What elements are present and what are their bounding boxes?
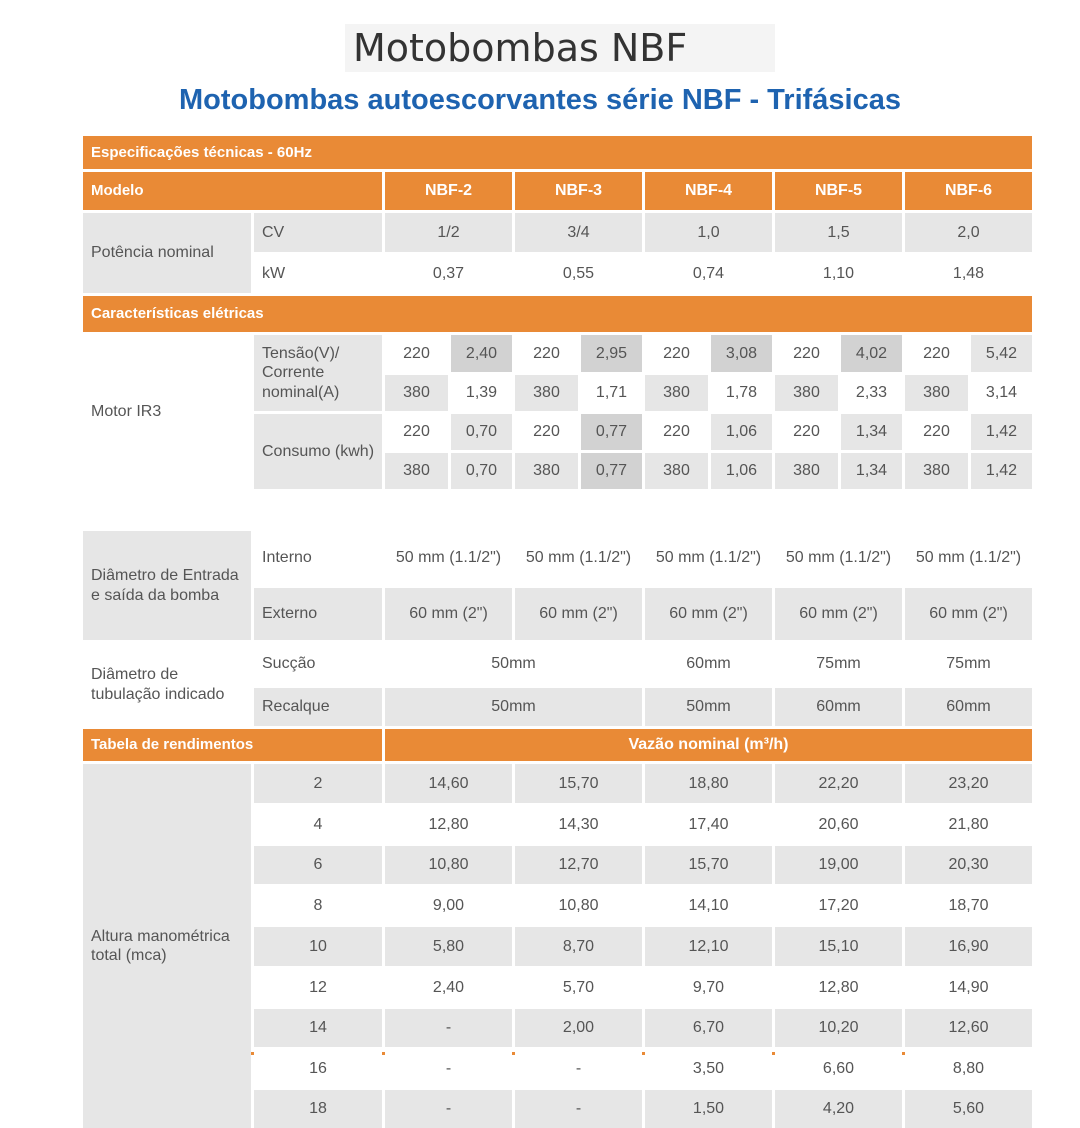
model-header-cell: NBF-3 xyxy=(515,172,642,210)
cv-label: CV xyxy=(254,213,382,252)
consumption-cell: 0,77 xyxy=(581,453,642,489)
internal-label: Interno xyxy=(254,531,382,585)
internal-diameter-cell: 50 mm (1.1/2") xyxy=(645,531,772,585)
section-electrical: Características elétricas xyxy=(83,296,1032,332)
consumption-cell: 1,34 xyxy=(841,453,902,489)
voltage-cell: 220 xyxy=(775,335,838,372)
height-cell: 4 xyxy=(254,806,382,843)
section-flow: Vazão nominal (m³/h) xyxy=(385,729,1032,761)
consumption-cell: 1,42 xyxy=(971,453,1032,489)
flow-cell: - xyxy=(385,1050,512,1087)
power-kw-cell: 1,10 xyxy=(775,255,902,293)
section-specs: Especificações técnicas - 60Hz xyxy=(83,136,1032,169)
power-cv-cell: 1/2 xyxy=(385,213,512,252)
flow-cell: 23,20 xyxy=(905,764,1032,803)
external-diameter-cell: 60 mm (2") xyxy=(905,588,1032,640)
flow-cell: 18,80 xyxy=(645,764,772,803)
power-cv-cell: 2,0 xyxy=(905,213,1032,252)
flow-cell: 8,80 xyxy=(905,1050,1032,1087)
flow-cell: - xyxy=(515,1090,642,1128)
height-cell: 10 xyxy=(254,927,382,966)
flow-cell: 2,40 xyxy=(385,969,512,1006)
flow-cell: 12,80 xyxy=(385,806,512,843)
flow-cell: 12,10 xyxy=(645,927,772,966)
height-cell: 2 xyxy=(254,764,382,803)
flow-cell: 5,80 xyxy=(385,927,512,966)
flow-cell: 20,60 xyxy=(775,806,902,843)
model-header-cell: NBF-2 xyxy=(385,172,512,210)
voltage-cell: 220 xyxy=(775,414,838,450)
consumption-cell: 0,70 xyxy=(451,453,512,489)
consumption-cell: 0,77 xyxy=(581,414,642,450)
power-cv-cell: 1,0 xyxy=(645,213,772,252)
flow-cell: 10,80 xyxy=(515,887,642,924)
height-cell: 12 xyxy=(254,969,382,1006)
voltage-cell: 380 xyxy=(775,375,838,411)
flow-cell: 14,90 xyxy=(905,969,1032,1006)
current-cell: 1,71 xyxy=(581,375,642,411)
external-diameter-cell: 60 mm (2") xyxy=(385,588,512,640)
voltage-cell: 380 xyxy=(645,453,708,489)
voltage-cell: 220 xyxy=(385,414,448,450)
flow-cell: 1,50 xyxy=(645,1090,772,1128)
consumption-cell: 1,06 xyxy=(711,414,772,450)
model-header: Modelo xyxy=(83,172,382,210)
internal-diameter-cell: 50 mm (1.1/2") xyxy=(775,531,902,585)
power-cv-cell: 3/4 xyxy=(515,213,642,252)
flow-cell: 12,60 xyxy=(905,1009,1032,1047)
voltage-cell: 220 xyxy=(515,335,578,372)
model-header-cell: NBF-5 xyxy=(775,172,902,210)
flow-cell: - xyxy=(385,1009,512,1047)
consumption-cell: 0,70 xyxy=(451,414,512,450)
suction-label: Sucção xyxy=(254,643,382,685)
flow-cell: 6,60 xyxy=(775,1050,902,1087)
flow-cell: 18,70 xyxy=(905,887,1032,924)
flow-cell: 3,50 xyxy=(645,1050,772,1087)
power-kw-cell: 1,48 xyxy=(905,255,1032,293)
suction-cell: 60mm xyxy=(645,643,772,685)
motor-label: Motor IR3 xyxy=(83,335,251,489)
suction-cell: 75mm xyxy=(905,643,1032,685)
model-header-cell: NBF-6 xyxy=(905,172,1032,210)
voltage-cell: 380 xyxy=(775,453,838,489)
flow-cell: 15,70 xyxy=(645,846,772,884)
flow-cell: 14,10 xyxy=(645,887,772,924)
voltage-cell: 220 xyxy=(645,335,708,372)
consumption-cell: 1,34 xyxy=(841,414,902,450)
current-cell: 3,08 xyxy=(711,335,772,372)
voltage-cell: 380 xyxy=(385,375,448,411)
current-cell: 1,78 xyxy=(711,375,772,411)
flow-cell: 12,70 xyxy=(515,846,642,884)
power-kw-cell: 0,37 xyxy=(385,255,512,293)
flow-cell: 14,60 xyxy=(385,764,512,803)
current-cell: 2,95 xyxy=(581,335,642,372)
flow-cell: 14,30 xyxy=(515,806,642,843)
suction-cell: 50mm xyxy=(385,643,642,685)
flow-cell: - xyxy=(385,1090,512,1128)
voltage-cell: 380 xyxy=(515,375,578,411)
current-cell: 1,39 xyxy=(451,375,512,411)
flow-cell: 20,30 xyxy=(905,846,1032,884)
diameter-label: Diâmetro de Entrada e saída da bomba xyxy=(83,531,251,640)
flow-cell: 10,20 xyxy=(775,1009,902,1047)
external-diameter-cell: 60 mm (2") xyxy=(515,588,642,640)
document-title: Motobombas NBF xyxy=(345,24,775,72)
discharge-label: Recalque xyxy=(254,688,382,726)
internal-diameter-cell: 50 mm (1.1/2") xyxy=(515,531,642,585)
voltage-cell: 380 xyxy=(905,453,968,489)
flow-cell: 5,70 xyxy=(515,969,642,1006)
voltage-cell: 220 xyxy=(645,414,708,450)
voltage-cell: 220 xyxy=(905,335,968,372)
flow-cell: 2,00 xyxy=(515,1009,642,1047)
current-cell: 3,14 xyxy=(971,375,1032,411)
voltage-cell: 380 xyxy=(385,453,448,489)
power-kw-cell: 0,74 xyxy=(645,255,772,293)
power-cv-cell: 1,5 xyxy=(775,213,902,252)
external-diameter-cell: 60 mm (2") xyxy=(645,588,772,640)
flow-cell: 22,20 xyxy=(775,764,902,803)
flow-cell: 12,80 xyxy=(775,969,902,1006)
current-label: Tensão(V)/ Corrente nominal(A) xyxy=(254,335,382,411)
height-cell: 18 xyxy=(254,1090,382,1128)
internal-diameter-cell: 50 mm (1.1/2") xyxy=(905,531,1032,585)
flow-cell: 16,90 xyxy=(905,927,1032,966)
flow-cell: 8,70 xyxy=(515,927,642,966)
consumption-cell: 1,42 xyxy=(971,414,1032,450)
pipe-label: Diâmetro de tubulação indicado xyxy=(83,643,251,726)
flow-cell: 4,20 xyxy=(775,1090,902,1128)
discharge-cell: 50mm xyxy=(385,688,642,726)
consumption-cell: 1,06 xyxy=(711,453,772,489)
voltage-cell: 220 xyxy=(385,335,448,372)
current-cell: 2,33 xyxy=(841,375,902,411)
internal-diameter-cell: 50 mm (1.1/2") xyxy=(385,531,512,585)
model-header-cell: NBF-4 xyxy=(645,172,772,210)
external-label: Externo xyxy=(254,588,382,640)
voltage-cell: 380 xyxy=(645,375,708,411)
suction-cell: 75mm xyxy=(775,643,902,685)
consumption-label: Consumo (kwh) xyxy=(254,414,382,489)
current-cell: 2,40 xyxy=(451,335,512,372)
flow-cell: 17,20 xyxy=(775,887,902,924)
table-subtitle: Motobombas autoescorvantes série NBF - Trifásicas xyxy=(179,84,901,116)
flow-cell: 6,70 xyxy=(645,1009,772,1047)
flow-cell: 5,60 xyxy=(905,1090,1032,1128)
flow-cell: 15,70 xyxy=(515,764,642,803)
flow-cell: 19,00 xyxy=(775,846,902,884)
spec-table xyxy=(83,136,1022,1118)
flow-cell: 15,10 xyxy=(775,927,902,966)
flow-cell: 9,00 xyxy=(385,887,512,924)
height-cell: 16 xyxy=(254,1050,382,1087)
height-label: Altura manométrica total (mca) xyxy=(83,764,251,1128)
flow-cell: 9,70 xyxy=(645,969,772,1006)
voltage-cell: 380 xyxy=(515,453,578,489)
flow-cell: 17,40 xyxy=(645,806,772,843)
voltage-cell: 220 xyxy=(905,414,968,450)
voltage-cell: 380 xyxy=(905,375,968,411)
discharge-cell: 60mm xyxy=(905,688,1032,726)
kw-label: kW xyxy=(254,255,382,293)
height-cell: 8 xyxy=(254,887,382,924)
section-performance: Tabela de rendimentos xyxy=(83,729,382,761)
flow-cell: 10,80 xyxy=(385,846,512,884)
voltage-cell: 220 xyxy=(515,414,578,450)
power-kw-cell: 0,55 xyxy=(515,255,642,293)
discharge-cell: 50mm xyxy=(645,688,772,726)
discharge-cell: 60mm xyxy=(775,688,902,726)
flow-cell: - xyxy=(515,1050,642,1087)
external-diameter-cell: 60 mm (2") xyxy=(775,588,902,640)
current-cell: 5,42 xyxy=(971,335,1032,372)
current-cell: 4,02 xyxy=(841,335,902,372)
flow-cell: 21,80 xyxy=(905,806,1032,843)
power-label: Potência nominal xyxy=(83,213,251,293)
height-cell: 14 xyxy=(254,1009,382,1047)
height-cell: 6 xyxy=(254,846,382,884)
